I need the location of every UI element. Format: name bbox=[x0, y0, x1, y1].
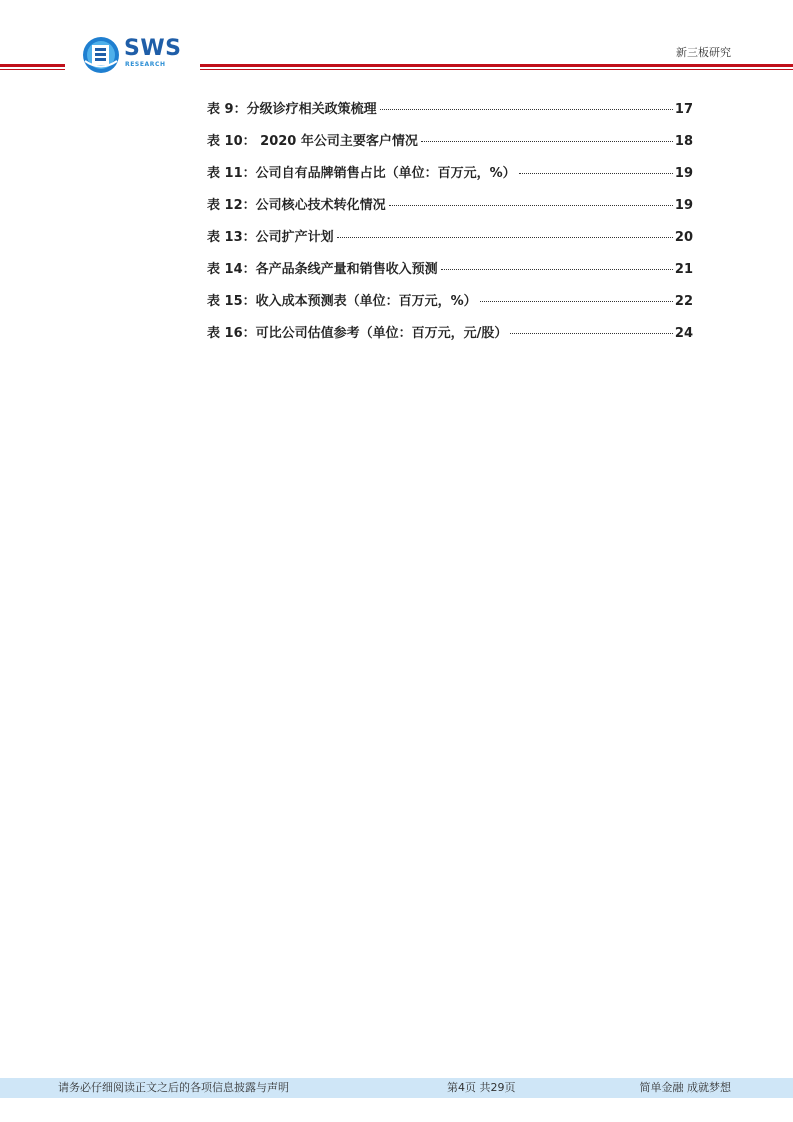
sws-logo bbox=[82, 36, 182, 74]
page-footer bbox=[0, 1078, 793, 1098]
header-rule-left-thin bbox=[0, 69, 65, 70]
header-rule-right-thin bbox=[200, 69, 793, 70]
toc-entry-label: 表 11：公司自有品牌销售占比（单位：百万元，%） bbox=[207, 166, 516, 181]
toc-entry[interactable] bbox=[207, 98, 693, 130]
logo-subtext: RESEARCH bbox=[125, 61, 166, 68]
toc-entry-page: 19 bbox=[674, 166, 693, 181]
page-header bbox=[0, 0, 793, 80]
toc-leader-dots bbox=[421, 141, 673, 142]
sws-logo-icon bbox=[82, 36, 120, 74]
toc-entry-label: 表 13：公司扩产计划 bbox=[207, 230, 334, 245]
toc-leader-dots bbox=[380, 109, 673, 110]
toc-entry[interactable] bbox=[207, 130, 693, 162]
toc-entry-label: 表 16：可比公司估值参考（单位：百万元，元/股） bbox=[207, 326, 508, 341]
logo-wordmark: SWS bbox=[124, 36, 182, 61]
toc-leader-dots bbox=[337, 237, 673, 238]
toc-entry[interactable] bbox=[207, 162, 693, 194]
toc-entry-page: 17 bbox=[674, 102, 693, 117]
toc-entry-label: 表 9：分级诊疗相关政策梳理 bbox=[207, 102, 377, 117]
table-list bbox=[207, 98, 693, 354]
toc-entry-label: 表 14：各产品条线产量和销售收入预测 bbox=[207, 262, 438, 277]
toc-entry-label: 表 12：公司核心技术转化情况 bbox=[207, 198, 386, 213]
header-rule-right bbox=[200, 64, 793, 67]
toc-leader-dots bbox=[519, 173, 673, 174]
toc-leader-dots bbox=[441, 269, 673, 270]
toc-entry-label: 表 10： 2020 年公司主要客户情况 bbox=[207, 134, 418, 149]
footer-page-number: 第4页 共29页 bbox=[447, 1081, 516, 1094]
toc-entry-label: 表 15：收入成本预测表（单位：百万元，%） bbox=[207, 294, 477, 309]
toc-entry[interactable] bbox=[207, 322, 693, 354]
section-label: 新三板研究 bbox=[676, 46, 731, 59]
toc-entry-page: 20 bbox=[674, 230, 693, 245]
footer-slogan: 简单金融 成就梦想 bbox=[639, 1081, 731, 1094]
header-rule-left bbox=[0, 64, 65, 67]
toc-entry-page: 22 bbox=[674, 294, 693, 309]
toc-entry-page: 24 bbox=[674, 326, 693, 341]
toc-entry-page: 18 bbox=[674, 134, 693, 149]
toc-entry[interactable] bbox=[207, 290, 693, 322]
toc-leader-dots bbox=[389, 205, 673, 206]
toc-entry[interactable] bbox=[207, 226, 693, 258]
toc-leader-dots bbox=[510, 333, 673, 334]
toc-entry[interactable] bbox=[207, 194, 693, 226]
toc-entry-page: 19 bbox=[674, 198, 693, 213]
toc-entry-page: 21 bbox=[674, 262, 693, 277]
toc-leader-dots bbox=[480, 301, 673, 302]
footer-disclaimer: 请务必仔细阅读正文之后的各项信息披露与声明 bbox=[58, 1081, 289, 1094]
toc-entry[interactable] bbox=[207, 258, 693, 290]
